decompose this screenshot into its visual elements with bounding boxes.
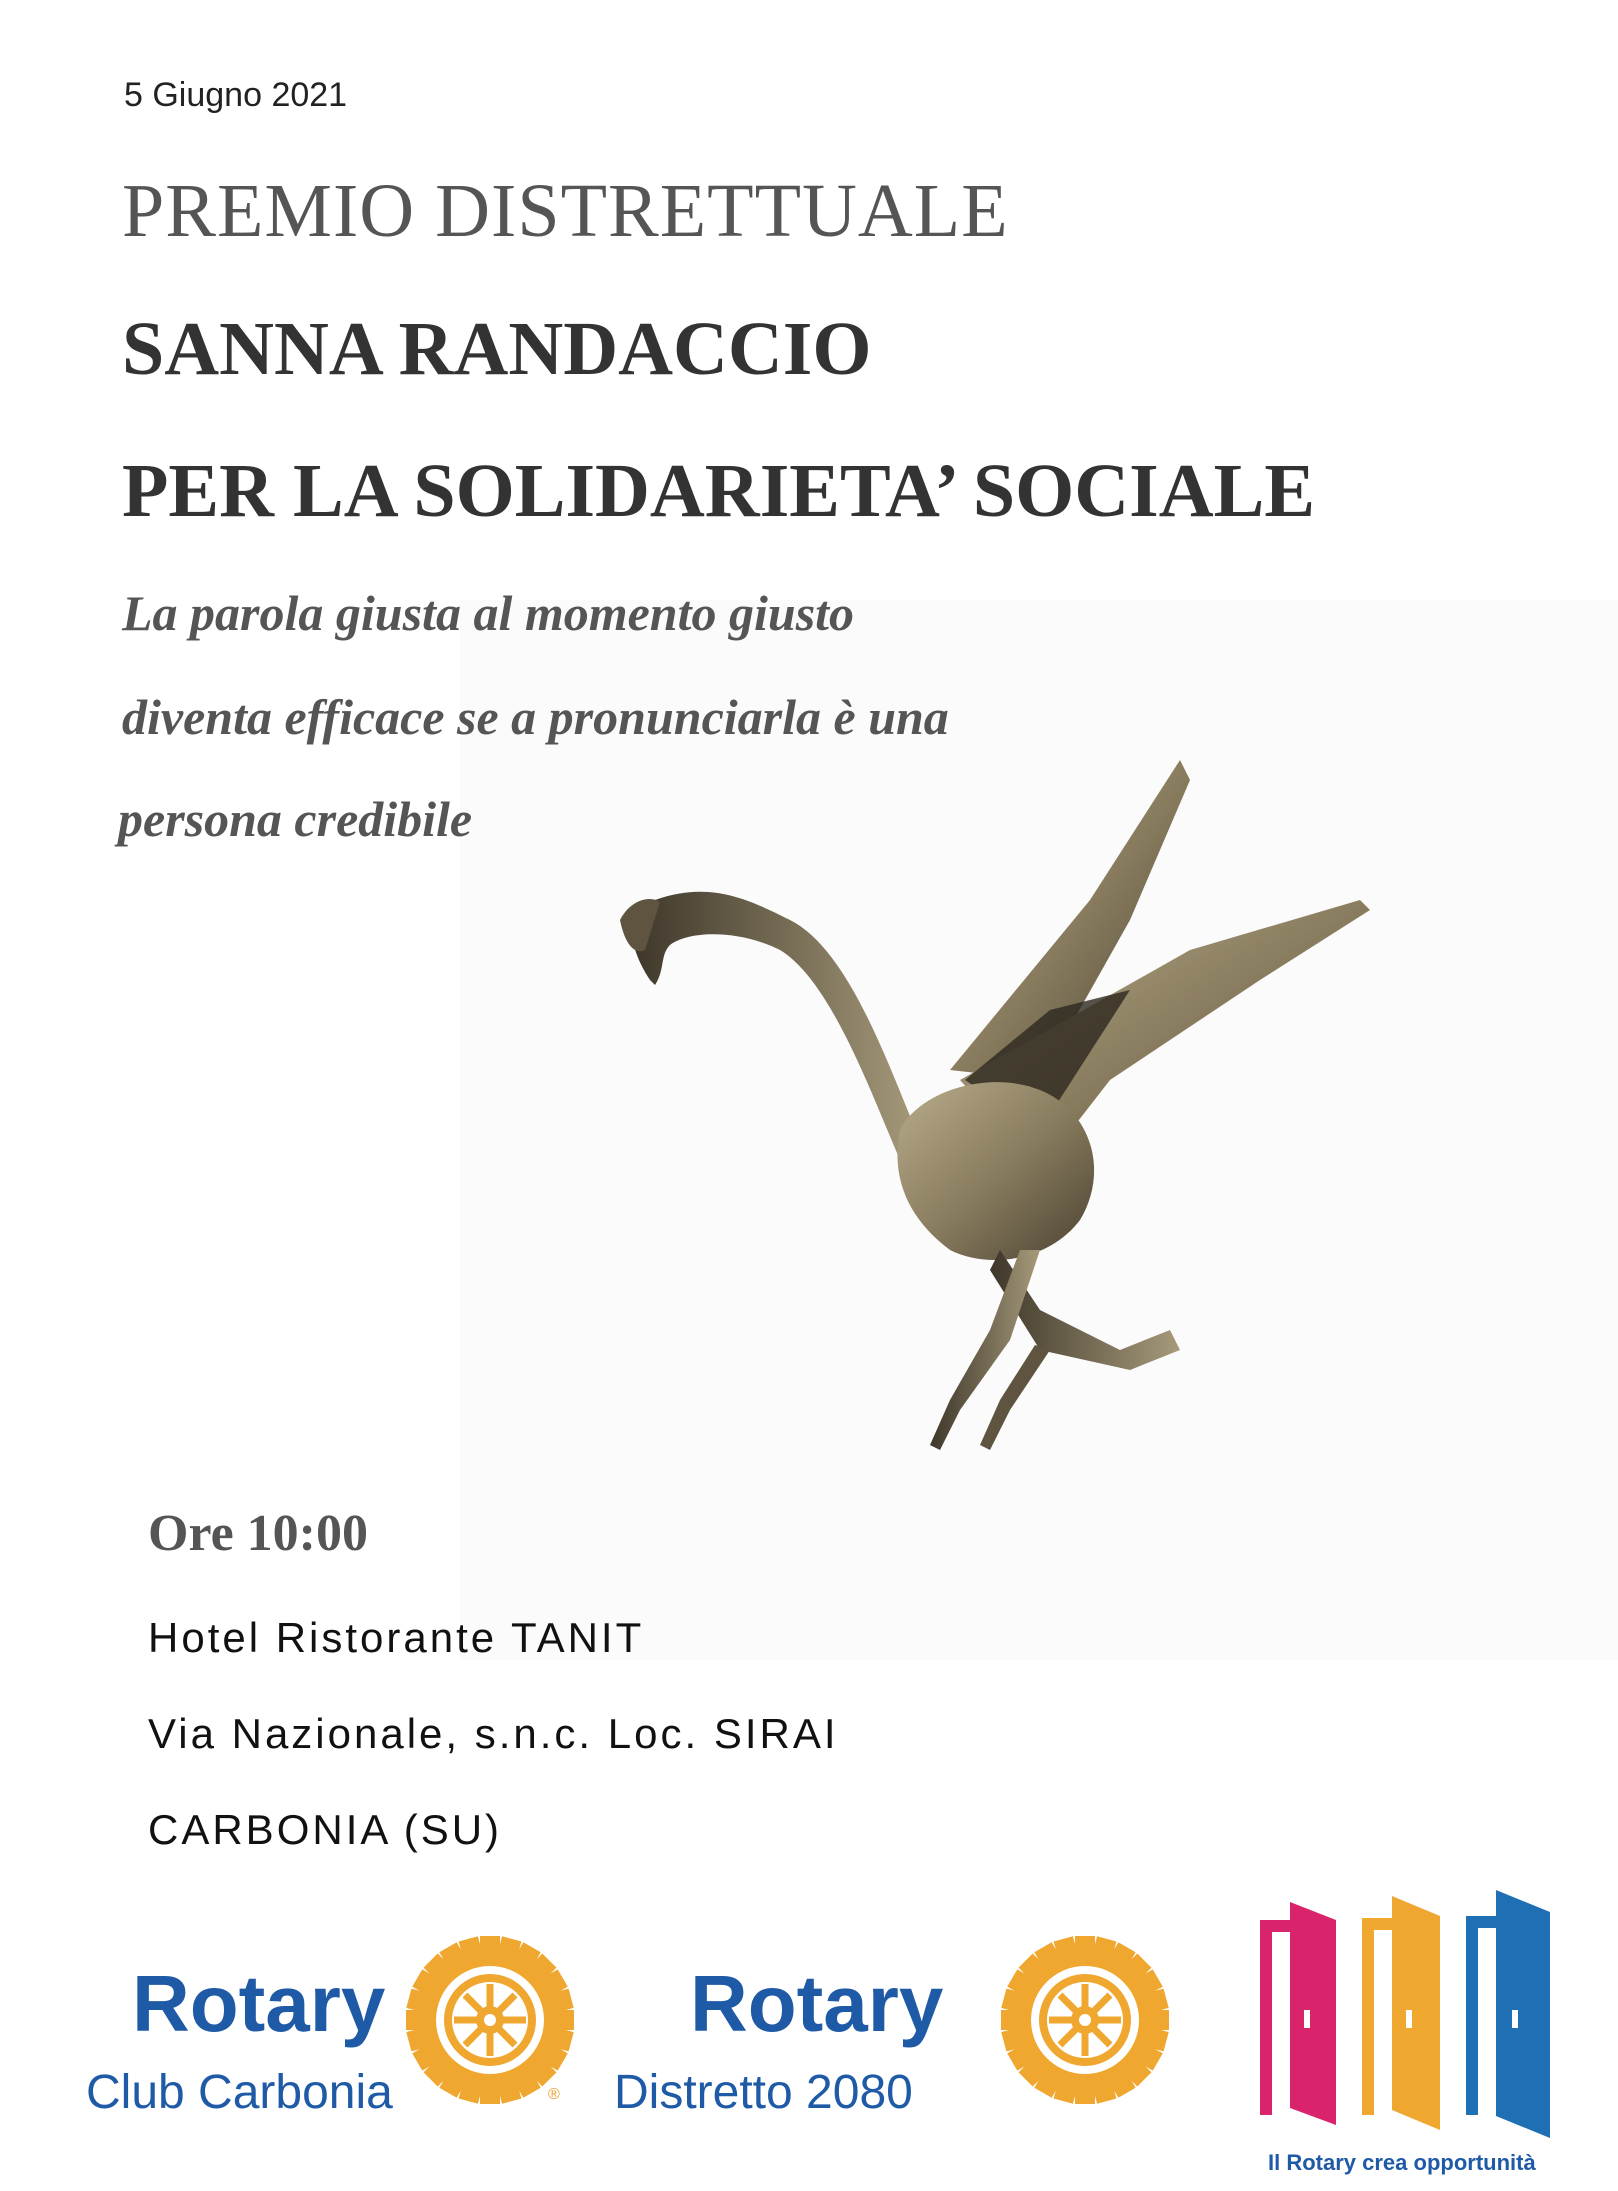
rotary-club-logo-name: Rotary (132, 1959, 386, 2048)
event-date: 5 Giugno 2021 (124, 76, 348, 114)
quote-line-2: diventa efficace se a pronunciarla è una (122, 689, 949, 745)
rotary-district-logo-name: Rotary (690, 1959, 944, 2048)
title-line-3: PER LA SOLIDARIETA’ SOCIALE (122, 449, 1316, 533)
rotary-wheel-icon (1000, 1935, 1170, 2105)
registered-mark: ® (548, 2086, 560, 2103)
rotary-tagline: Il Rotary crea opportunità (1268, 2150, 1536, 2175)
title-line-2: SANNA RANDACCIO (122, 307, 872, 391)
open-doors-logo (1252, 1880, 1582, 2140)
rotary-club-logo-subtitle: Club Carbonia (86, 2066, 393, 2119)
title-line-1: PREMIO DISTRETTUALE (122, 169, 1009, 253)
venue-name: Hotel Ristorante TANIT (148, 1614, 645, 1661)
quote-line-3: persona credibile (118, 791, 473, 847)
bronze-flamingo-sculpture (570, 750, 1400, 1510)
rotary-wheel-icon (405, 1935, 575, 2105)
rotary-district-logo-subtitle: Distretto 2080 (614, 2066, 913, 2119)
quote-line-1: La parola giusta al momento giusto (122, 585, 855, 641)
venue-city: CARBONIA (SU) (148, 1806, 503, 1853)
event-time: Ore 10:00 (148, 1505, 368, 1562)
venue-street: Via Nazionale, s.n.c. Loc. SIRAI (148, 1710, 839, 1757)
